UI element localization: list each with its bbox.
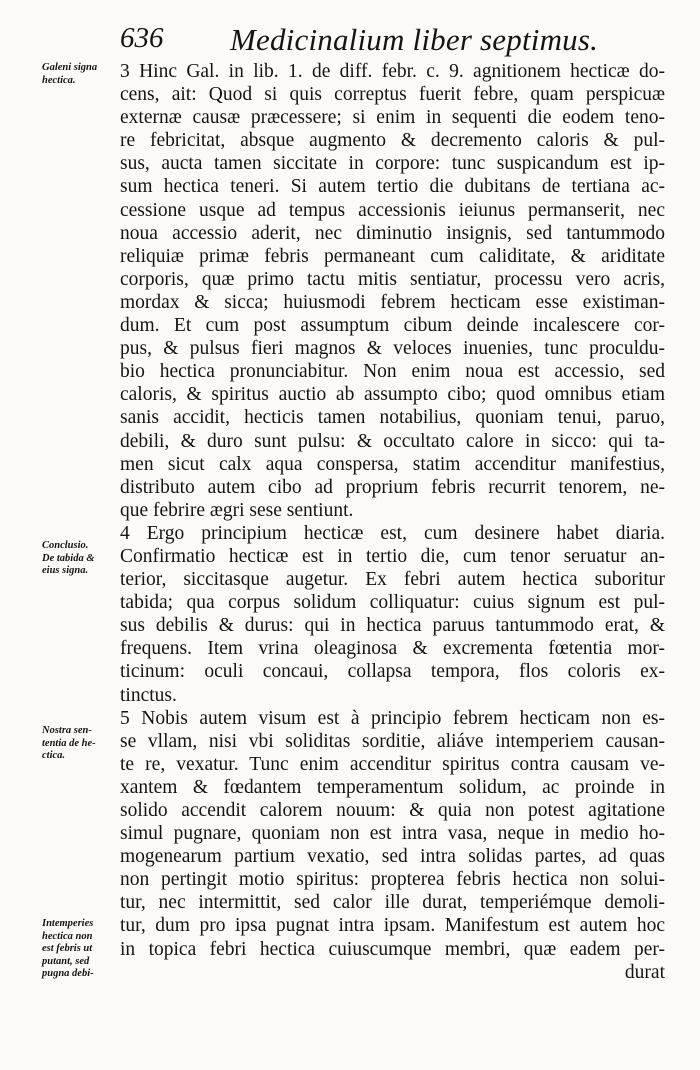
text-line: solido accendit calorem nouum: & quia non potest agitatione [120,800,665,821]
margin-note-line: De tabida & [42,552,95,564]
text-line: tur, nec intermittit, sed calor ille durat, temperiémque demoli- [120,892,665,914]
page-number: 636 [120,22,164,54]
margin-note-line: hectica. [42,74,76,86]
text-line: 5 Nobis autem visum est à principio febrem hecticam non es- [120,707,665,729]
text-line: bio hectica pronunciabitur. Non enim noua est accessio, sed [120,361,665,383]
text-line: dum. Et cum post assumptum cibum deinde incalescere cor- [120,315,665,337]
text-line: mordax & sicca; huiusmodi febrem hecticam esse existiman- [120,291,665,313]
text-line: noua accessio aderit, nec diminutio insignis, sed tantummodo [120,222,665,244]
catchword: durat [624,961,665,983]
text-line: terior, siccitasque augetur. Ex febri autem hectica suboritur [120,569,665,591]
text-line: xantem & fœdantem temperamentum solidum, ac proinde in [120,776,665,798]
text-line: cens, ait: Quod si quis correptus fuerit febre, quam perspicuæ [120,84,665,106]
text-line: sanis accidit, hecticis tamen notabilius, quoniam tenui, paruo, [120,407,665,429]
margin-note-line: Galeni signa [42,62,98,73]
margin-note-galeni [42,62,124,87]
margin-note-line: Intemperies [42,918,94,929]
text-line: externæ causæ præcessere; si enim in sequenti die eodem teno- [120,107,665,129]
margin-note-line: putant, sed [42,955,90,967]
text-line: ticinum: oculi concaui, collapsa tempora, flos coloris ex- [120,661,665,683]
text-line: 3 Hinc Gal. in lib. 1. de diff. febr. c. 9. agnitionem hecticæ do- [120,61,665,82]
text-line: distributo autem cibo ad proprium febris recurrit tenorem, ne- [120,476,665,498]
text-line: reliquiæ primæ febris permaneant cum caliditate, & ariditate [120,245,665,267]
text-line: frequens. Item vrina oleaginosa & excrementa fœtentia mor- [120,638,665,660]
text-line: tur, dum pro ipsa pugnat intra ipsam. Manifestum est autem hoc [120,915,665,937]
text-line: Confirmatio hecticæ est in tertio die, cum tenor seruatur an- [120,545,665,567]
text-line: mogenearum partium vexatio, sed intra solidas partes, ad quas [120,846,665,868]
margin-note-nostra [42,725,124,763]
text-line: re febricitat, absque augmento & decremento caloris & pul- [120,130,665,152]
page-header [120,22,640,56]
margin-note-line: eius signa. [42,565,89,576]
text-line: sum hectica teneri. Si autem tertio die dubitans de tertiana ac- [120,176,665,198]
text-line: que febrire ægri sese sentiunt. [120,499,354,521]
text-line: men sicut calx aqua conspersa, statim accenditur manifestius, [120,453,665,475]
text-line: in topica febri hectica cuiuscumque membri, quæ eadem per- [120,938,665,960]
text-line: sus, aucta tamen siccitate in corpore: tunc suspicandum est ip- [120,153,665,175]
margin-note-line: hectica non [42,930,93,942]
margin-note-line: pugna debi- [42,968,94,979]
text-line: te re, vexatur. Tunc enim accenditur spiritus contra causam ve- [120,753,665,775]
margin-note-conclusio [42,540,124,578]
text-line: debili, & duro sunt pulsu: & occultato calore in sicco: qui ta- [120,430,665,452]
text-line: se vllam, nisi vbi soliditas sorditie, aliáve intemperiem causan- [120,730,665,752]
text-line: corporis, quæ primo tactu mitis sentiatur, processu vero acris, [120,268,665,290]
text-line: non pertingit motio spiritus: propterea febris hectica non solui- [120,869,665,891]
margin-note-line: tentia de he- [42,737,96,749]
text-line: cessione usque ad tempus accessionis ieiunus permanserit, nec [120,199,665,221]
margin-note-line: ctica. [42,750,66,761]
margin-note-intemperies [42,918,124,981]
text-line: simul pugnare, quoniam non est intra vasa, neque in medio ho- [120,823,665,845]
text-line: caloris, & spiritus auctio ab assumpto cibo; quod omnibus etiam [120,384,665,406]
body-text [120,60,665,984]
margin-note-line: Conclusio. [42,540,89,551]
text-line: tabida; qua corpus solidum colliquatur: cuius signum est pul- [120,592,665,614]
text-line: 4 Ergo principium hecticæ est, cum desinere habet diaria. [120,522,665,544]
text-line: pus, & pulsus fieri magnos & veloces inuenies, tunc proculdu- [120,338,665,360]
margin-note-line: est febris ut [42,943,93,954]
text-line: sus debilis & durus: qui in hectica paruus tantummodo erat, & [120,615,665,637]
running-head: Medicinalium liber septimus. [230,22,599,57]
text-line: tinctus. [120,684,177,706]
margin-note-line: Nostra sen- [42,725,92,736]
